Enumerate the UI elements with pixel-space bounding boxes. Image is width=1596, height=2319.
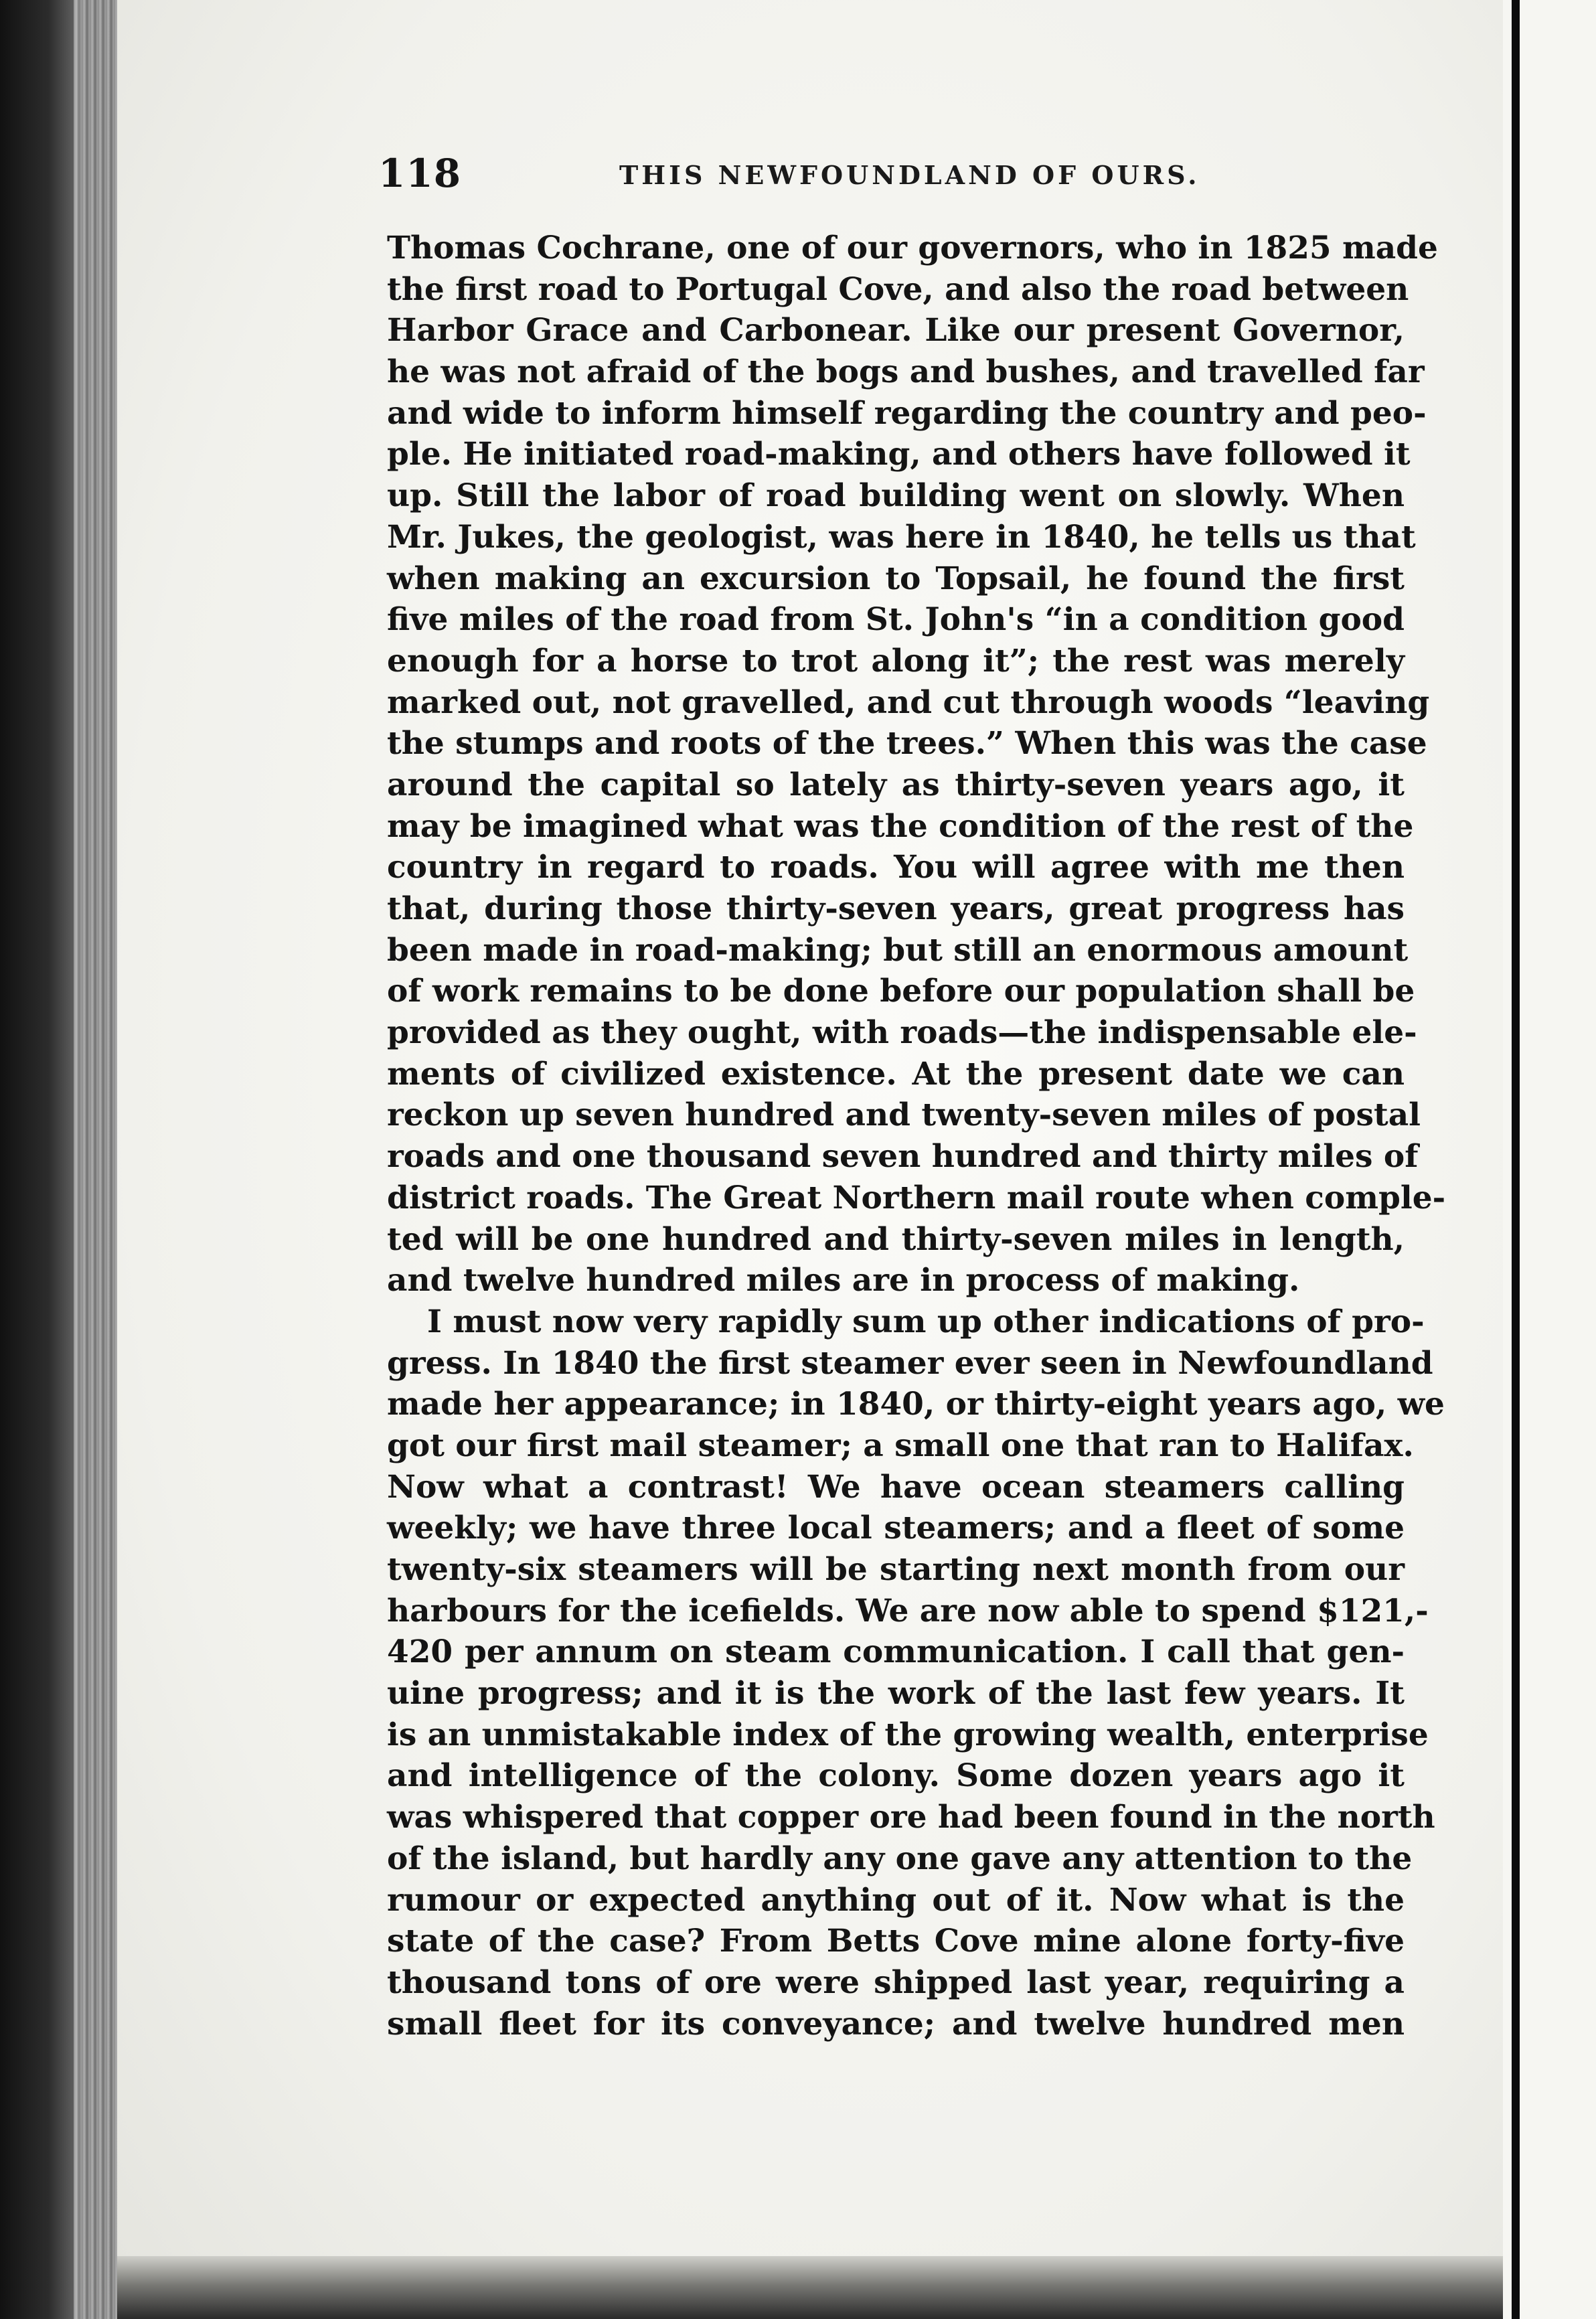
- text-line: that, during those thirty-seven years, great progress has: [387, 890, 1405, 927]
- text-line: five miles of the road from St. John's “in a condition good: [387, 601, 1405, 639]
- text-line: 420 per annum on steam communication. I call that gen-: [387, 1633, 1405, 1671]
- text-line: and wide to inform himself regarding the country and peo-: [387, 394, 1427, 432]
- text-line: ple. He initiated road-making, and others have followed it: [387, 436, 1411, 473]
- text-line: when making an excursion to Topsail, he found the first: [387, 560, 1405, 597]
- text-line: of work remains to be done before our population shall be: [387, 973, 1415, 1010]
- text-line: marked out, not gravelled, and cut through woods “leaving: [387, 684, 1430, 721]
- text-line: twenty-six steamers will be starting next month from our: [387, 1551, 1405, 1588]
- page-number: 118: [378, 151, 462, 196]
- text-line: up. Still the labor of road building went on slowly. When: [387, 477, 1405, 515]
- text-line: Thomas Cochrane, one of our governors, who in 1825 made: [387, 230, 1438, 266]
- text-line: weekly; we have three local steamers; and a fleet of some: [387, 1510, 1405, 1547]
- body-text: [387, 228, 1446, 2045]
- text-line: Mr. Jukes, the geologist, was here in 1840, he tells us that: [387, 518, 1416, 556]
- text-line: country in regard to roads. You will agree with me then: [387, 849, 1405, 886]
- text-line: uine progress; and it is the work of the last few years. It: [387, 1675, 1405, 1712]
- text-line: enough for a horse to trot along it”; the rest was merely: [387, 642, 1405, 679]
- scan-backdrop-left: [0, 0, 80, 2319]
- page-header: [378, 151, 1403, 204]
- text-line: been made in road-making; but still an enormous amount: [387, 931, 1409, 969]
- text-line: and twelve hundred miles are in process of making.: [387, 1262, 1300, 1299]
- text-line: of the island, but hardly any one gave any attention to the: [387, 1840, 1413, 1877]
- text-line: provided as they ought, with roads—the indispensable ele-: [387, 1014, 1417, 1052]
- text-line: Now what a contrast! We have ocean steamers calling: [387, 1468, 1405, 1506]
- text-line: was whispered that copper ore had been found in the north: [387, 1799, 1435, 1836]
- text-line: gress. In 1840 the first steamer ever seen in Newfoundland: [387, 1344, 1433, 1382]
- text-line: roads and one thousand seven hundred and thirty miles of: [387, 1138, 1419, 1176]
- text-line: harbours for the icefields. We are now able to spend $121,-: [387, 1592, 1429, 1629]
- text-line: made her appearance; in 1840, or thirty-eight years ago, we: [387, 1386, 1445, 1423]
- text-line: the stumps and roots of the trees.” When this was the case: [387, 725, 1427, 763]
- text-line: ted will be one hundred and thirty-seven miles in length,: [387, 1220, 1405, 1258]
- text-line: small fleet for its conveyance; and twelve hundred men: [387, 2005, 1405, 2043]
- text-line: may be imagined what was the condition of the rest of the: [387, 807, 1414, 845]
- text-line: is an unmistakable index of the growing wealth, enterprise: [387, 1716, 1429, 1753]
- scan-backdrop-bottom: [117, 2256, 1503, 2319]
- page-edge-stack: [74, 0, 121, 2319]
- text-line: and intelligence of the colony. Some dozen years ago it: [387, 1757, 1405, 1795]
- text-line: ments of civilized existence. At the present date we can: [387, 1055, 1405, 1093]
- text-line: he was not afraid of the bogs and bushes, and travelled far: [387, 353, 1425, 391]
- text-line: the first road to Portugal Cove, and also the road between: [387, 270, 1409, 308]
- text-line: around the capital so lately as thirty-seven years ago, it: [387, 766, 1405, 803]
- text-line: rumour or expected anything out of it. Now what is the: [387, 1881, 1405, 1919]
- scan-edge-rule: [1512, 0, 1520, 2319]
- text-line: I must now very rapidly sum up other indications of pro-: [427, 1303, 1425, 1340]
- text-line: district roads. The Great Northern mail route when comple-: [387, 1179, 1446, 1216]
- text-line: got our first mail steamer; a small one that ran to Halifax.: [387, 1427, 1414, 1464]
- running-title: THIS NEWFOUNDLAND OF OURS.: [619, 160, 1200, 190]
- text-line: state of the case? From Betts Cove mine alone forty-five: [387, 1923, 1405, 1960]
- text-line: Harbor Grace and Carbonear. Like our present Governor,: [387, 312, 1405, 349]
- text-line: reckon up seven hundred and twenty-seven miles of postal: [387, 1097, 1421, 1134]
- text-line: thousand tons of ore were shipped last year, requiring a: [387, 1964, 1405, 2001]
